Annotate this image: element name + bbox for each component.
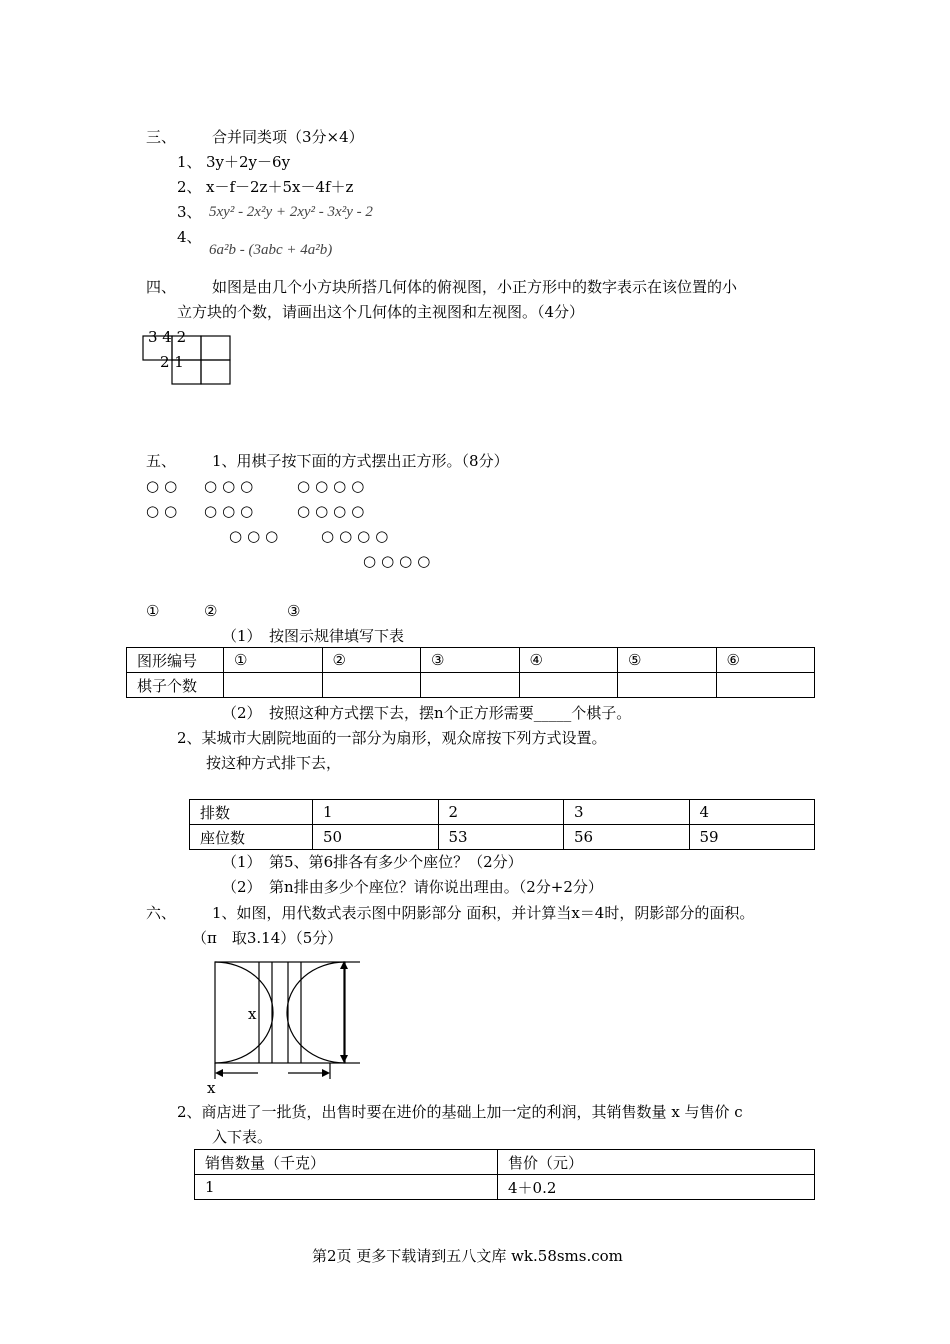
figure-label-x-bottom: x bbox=[207, 1079, 216, 1097]
circles-fig3-row1: ○○○○ bbox=[297, 477, 370, 495]
s3-item-3-expr: 5xy² - 2x²y + 2xy² - 3x²y - 2 bbox=[209, 204, 373, 220]
circles-fig2-row3: ○○○ bbox=[229, 527, 284, 545]
section-4-line2: 立方块的个数，请画出这个几何体的主视图和左视图。（4分） bbox=[177, 303, 585, 321]
table-cell: 4 bbox=[689, 800, 815, 825]
section-3-heading: 三、 bbox=[146, 128, 177, 146]
section-4-heading: 四、 bbox=[146, 278, 177, 296]
table-cell: 56 bbox=[564, 825, 690, 850]
shaded-area-figure bbox=[200, 955, 365, 1085]
grid-row2-numbers: 2 1 bbox=[160, 353, 184, 371]
circles-fig3-row3: ○○○○ bbox=[321, 527, 394, 545]
section-5-heading: 五、 bbox=[146, 452, 177, 470]
table-cell: 1 bbox=[313, 800, 439, 825]
table-cell bbox=[618, 673, 717, 698]
figure-label-3: ③ bbox=[287, 602, 301, 620]
circles-fig2-row1: ○○○ bbox=[204, 477, 259, 495]
section-6-heading: 六、 bbox=[146, 904, 177, 922]
table-cell bbox=[421, 673, 520, 698]
page-footer: 第2页 更多下载请到五八文库 wk.58sms.com bbox=[312, 1247, 623, 1265]
table-cell: 1 bbox=[195, 1175, 498, 1200]
table-row bbox=[190, 825, 815, 850]
s3-item-4-num: 4、 bbox=[177, 228, 202, 246]
table-cell: ② bbox=[322, 648, 421, 673]
s5-sub2: （2） 按照这种方式摆下去，摆n个正方形需要_____个棋子。 bbox=[222, 704, 632, 722]
figure-label-2: ② bbox=[204, 602, 218, 620]
table-cell: 53 bbox=[438, 825, 564, 850]
table-row bbox=[190, 800, 815, 825]
table-row bbox=[195, 1175, 815, 1200]
table-cell: 2 bbox=[438, 800, 564, 825]
s6-q2-line2: 入下表。 bbox=[212, 1128, 273, 1146]
table-cell bbox=[519, 673, 618, 698]
s3-item-4-expr: 6a²b - (3abc + 4a²b) bbox=[209, 242, 333, 258]
s3-item-1-expr: 3y＋2y－6y bbox=[206, 153, 291, 171]
circles-fig1-row1: ○○ bbox=[146, 477, 183, 495]
table-cell: 座位数 bbox=[190, 825, 313, 850]
s3-item-3-num: 3、 bbox=[177, 203, 202, 221]
table-cell: 3 bbox=[564, 800, 690, 825]
circles-fig1-row2: ○○ bbox=[146, 502, 183, 520]
table-cell: 4＋0.2 bbox=[498, 1175, 815, 1200]
s5-q2-line2: 按这种方式排下去， bbox=[206, 754, 342, 772]
grid-row1-numbers: 3 4 2 bbox=[148, 328, 187, 346]
table-cell: 59 bbox=[689, 825, 815, 850]
table-cell: 售价（元） bbox=[498, 1150, 815, 1175]
section-4-line1: 如图是由几个小方块所搭几何体的俯视图，小正方形中的数字表示在该位置的小 bbox=[212, 278, 738, 296]
table-cell: ④ bbox=[519, 648, 618, 673]
figure-label-1: ① bbox=[146, 602, 160, 620]
table-row bbox=[127, 673, 815, 698]
table-row bbox=[127, 648, 815, 673]
table-cell: 排数 bbox=[190, 800, 313, 825]
section-5-q1: 1、用棋子按下面的方式摆出正方形。（8分） bbox=[212, 452, 509, 470]
table-cell: ③ bbox=[421, 648, 520, 673]
table-cell: ⑤ bbox=[618, 648, 717, 673]
s6-q2-line1: 2、商店进了一批货，出售时要在进价的基础上加一定的利润，其销售数量 x 与售价 c bbox=[177, 1103, 743, 1121]
section-3-title: 合并同类项（3分×4） bbox=[212, 128, 364, 146]
sales-table bbox=[194, 1149, 815, 1200]
table-cell: 50 bbox=[313, 825, 439, 850]
table-cell bbox=[224, 673, 323, 698]
table-cell: ① bbox=[224, 648, 323, 673]
seating-table bbox=[189, 799, 815, 850]
s5-q2-sub2: （2） 第n排由多少个座位？请你说出理由。（2分+2分） bbox=[222, 878, 603, 896]
table-cell: 棋子个数 bbox=[127, 673, 224, 698]
pattern-table bbox=[126, 647, 815, 698]
s5-q2-sub1: （1） 第5、第6排各有多少个座位？（2分） bbox=[222, 853, 523, 871]
table-cell: ⑥ bbox=[716, 648, 815, 673]
s5-sub1: （1） 按图示规律填写下表 bbox=[222, 627, 405, 645]
s5-q2-line1: 2、某城市大剧院地面的一部分为扇形，观众席按下列方式设置。 bbox=[177, 729, 607, 747]
table-cell: 图形编号 bbox=[127, 648, 224, 673]
circles-fig2-row2: ○○○ bbox=[204, 502, 259, 520]
s3-item-2-num: 2、 bbox=[177, 178, 202, 196]
circles-fig3-row2: ○○○○ bbox=[297, 502, 370, 520]
circles-fig3-row4: ○○○○ bbox=[363, 552, 436, 570]
table-cell bbox=[322, 673, 421, 698]
table-row bbox=[195, 1150, 815, 1175]
s3-item-2-expr: x－f－2z＋5x－4f＋z bbox=[206, 178, 354, 196]
s6-q1-line1: 1、如图，用代数式表示图中阴影部分 面积，并计算当x＝4时，阴影部分的面积。 bbox=[212, 904, 755, 922]
s3-item-1-num: 1、 bbox=[177, 153, 202, 171]
s6-q1-line2: （π 取3.14）（5分） bbox=[192, 929, 343, 947]
table-cell: 销售数量（千克） bbox=[195, 1150, 498, 1175]
table-cell bbox=[716, 673, 815, 698]
figure-label-x-inner: x bbox=[248, 1005, 257, 1023]
